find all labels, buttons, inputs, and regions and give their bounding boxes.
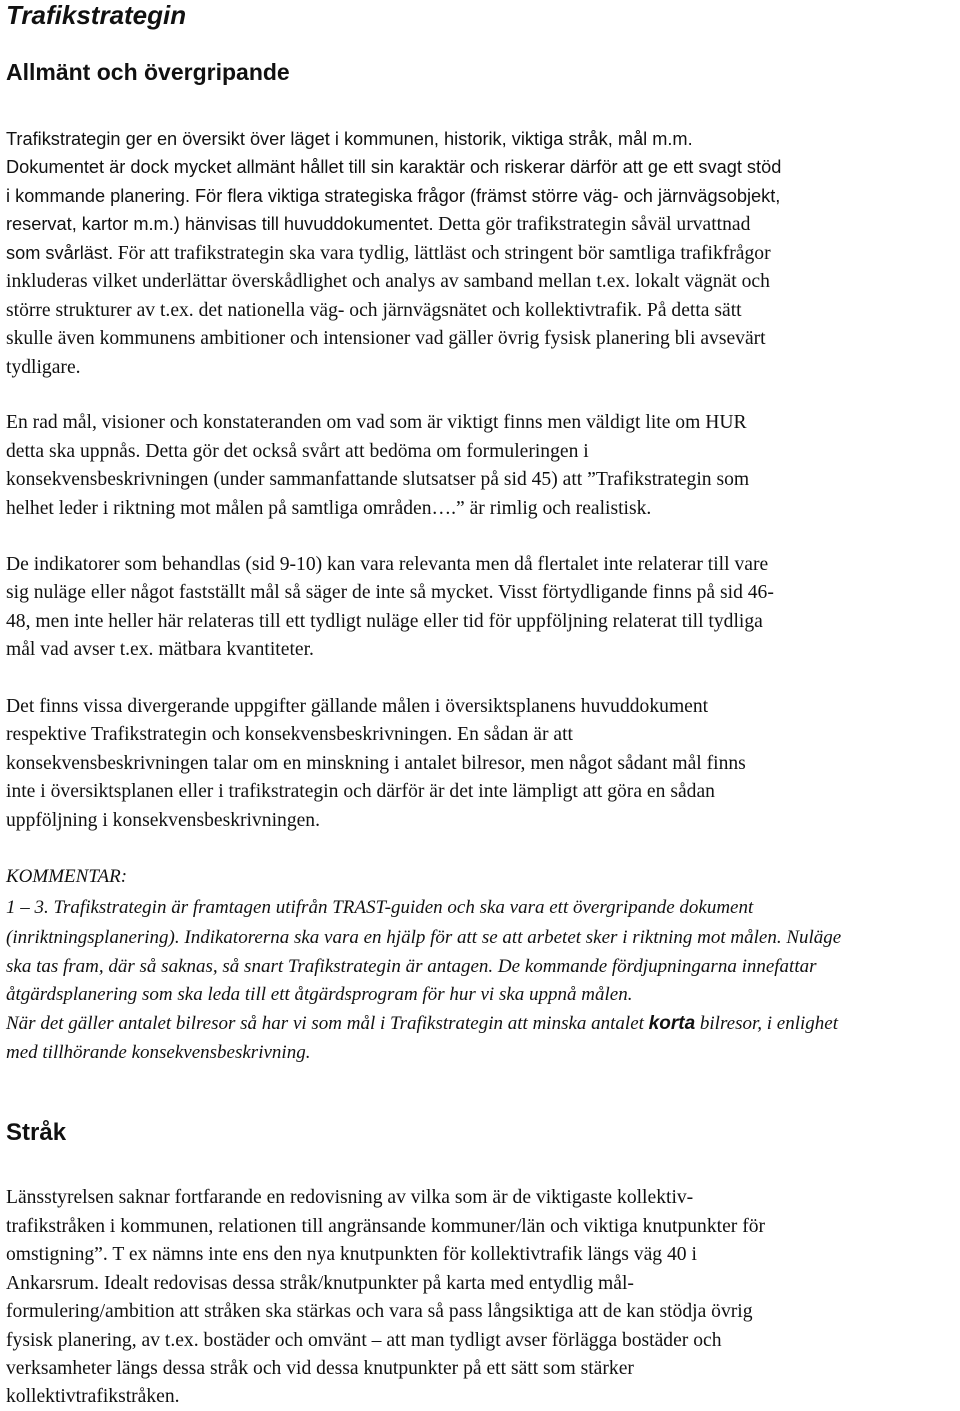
text-line: De indikatorer som behandlas (sid 9-10) kan vara relevanta men då flertalet inte relaterar till vare	[6, 554, 769, 575]
text-line: trafikstråken i kommunen, relationen till angränsande kommuner/län och viktiga knutpunkter för	[6, 1216, 766, 1237]
comment-span: bilresor, i enlighet	[695, 1013, 838, 1034]
text-line: verksamheter längs dessa stråk och vid dessa knutpunkter på ett sätt som stärker	[6, 1358, 634, 1379]
comment-line: (inriktningsplanering). Indikatorerna ska vara en hjälp för att se att arbetet sker i riktning mot målen. Nuläge	[6, 927, 842, 948]
text-line: kollektivtrafikstråken.	[6, 1386, 180, 1407]
text-line: uppföljning i konsekvensbeskrivningen.	[6, 810, 321, 831]
text-line: fysisk planering, av t.ex. bostäder och omvänt – att man tydligt avser förlägga bostäder och	[6, 1330, 722, 1351]
text-line: respektive Trafikstrategin och konsekvensbeskrivningen. En sådan är att	[6, 724, 573, 745]
text-line: formulering/ambition att stråken ska stärkas och vara så pass långsiktiga att de kan stödja övrig	[6, 1301, 753, 1322]
text-line: Ankarsrum. Idealt redovisas dessa stråk/knutpunkter på karta med entydlig mål-	[6, 1273, 634, 1294]
section-heading-strak: Stråk	[6, 1119, 67, 1146]
comment-line: åtgärdsplanering som ska leda till ett åtgärdsprogram för hur vi ska uppnå målen.	[6, 984, 633, 1005]
text-span: Detta gör trafikstrategin såväl urvattnad	[438, 214, 751, 235]
text-line: En rad mål, visioner och konstateranden om vad som är viktigt finns men väldigt lite om HUR	[6, 412, 747, 433]
text-line: Dokumentet är dock mycket allmänt hållet till sin karaktär och riskerar därför att ge ett svagt stöd	[6, 157, 782, 177]
text-line: i kommande planering. För flera viktiga strategiska frågor (främst större väg- och järnvägsobjekt,	[6, 186, 781, 206]
text-line: mål vad avser t.ex. mätbara kvantiteter.	[6, 639, 314, 660]
text-line: konsekvensbeskrivningen talar om en minskning i antalet bilresor, men något sådant mål finns	[6, 753, 746, 774]
document-title: Trafikstrategin	[6, 0, 187, 30]
text-line: Trafikstrategin ger en översikt över läget i kommunen, historik, viktiga stråk, mål m.m.	[6, 129, 693, 149]
text-line: helhet leder i riktning mot målen på samtliga områden….” är rimlig och realistisk.	[6, 498, 652, 519]
text-line: detta ska uppnås. Detta gör det också svårt att bedöma om formuleringen i	[6, 441, 589, 462]
comment-line: med tillhörande konsekvensbeskrivning.	[6, 1042, 311, 1063]
text-line: Länsstyrelsen saknar fortfarande en redovisning av vilka som är de viktigaste kollektiv-	[6, 1187, 694, 1208]
text-line	[6, 239, 771, 268]
text-line: Det finns vissa divergerande uppgifter gällande målen i översiktsplanens huvuddokument	[6, 696, 709, 717]
comment-line: 1 – 3. Trafikstrategin är framtagen utifrån TRAST-guiden och ska vara ett övergripande dokument	[6, 897, 754, 918]
text-span: reservat, kartor m.m.) hänvisas till huvuddokumentet.	[6, 214, 434, 234]
text-line: inkluderas vilket underlättar överskådlighet och analys av samband mellan t.ex. lokalt vägnät och	[6, 271, 770, 292]
comment-emphasis: korta	[648, 1013, 696, 1034]
comment-line: ska tas fram, där så saknas, så snart Trafikstrategin är antagen. De kommande fördjupningarna innefattar	[6, 956, 817, 977]
text-line: skulle även kommunens ambitioner och intensioner vad gäller övrig fysisk planering bli avsevärt	[6, 328, 766, 349]
text-line: konsekvensbeskrivningen (under sammanfattande slutsatser på sid 45) att ”Trafikstrategin som	[6, 469, 750, 490]
text-line: inte i översiktsplanen eller i trafikstrategin och därför är det inte lämpligt att göra en sådan	[6, 781, 715, 802]
text-line: större strukturer av t.ex. det nationella väg- och järnvägsnätet och kollektivtrafik. På detta sätt	[6, 300, 742, 321]
text-span: som svårläst.	[6, 243, 114, 263]
comment-label: KOMMENTAR:	[6, 866, 128, 887]
comment-span: När det gäller antalet bilresor så har vi som mål i Trafikstrategin att minska antalet	[6, 1013, 649, 1034]
text-span: För att trafikstrategin ska vara tydlig, lättläst och stringent bör samtliga trafikfrågor	[117, 243, 771, 264]
comment-line	[6, 1009, 838, 1038]
section-heading: Allmänt och övergripande	[6, 59, 290, 85]
text-line: sig nuläge eller något fastställt mål så säger de inte så mycket. Visst förtydligande finns på sid 46-	[6, 582, 774, 603]
text-line: tydligare.	[6, 357, 81, 378]
text-line: omstigning”. T ex nämns inte ens den nya knutpunkten för kollektivtrafik längs väg 40 i	[6, 1244, 697, 1265]
text-line	[6, 210, 750, 239]
text-line: 48, men inte heller här relateras till ett tydligt nuläge eller tid för uppföljning relaterat till tydliga	[6, 611, 763, 632]
